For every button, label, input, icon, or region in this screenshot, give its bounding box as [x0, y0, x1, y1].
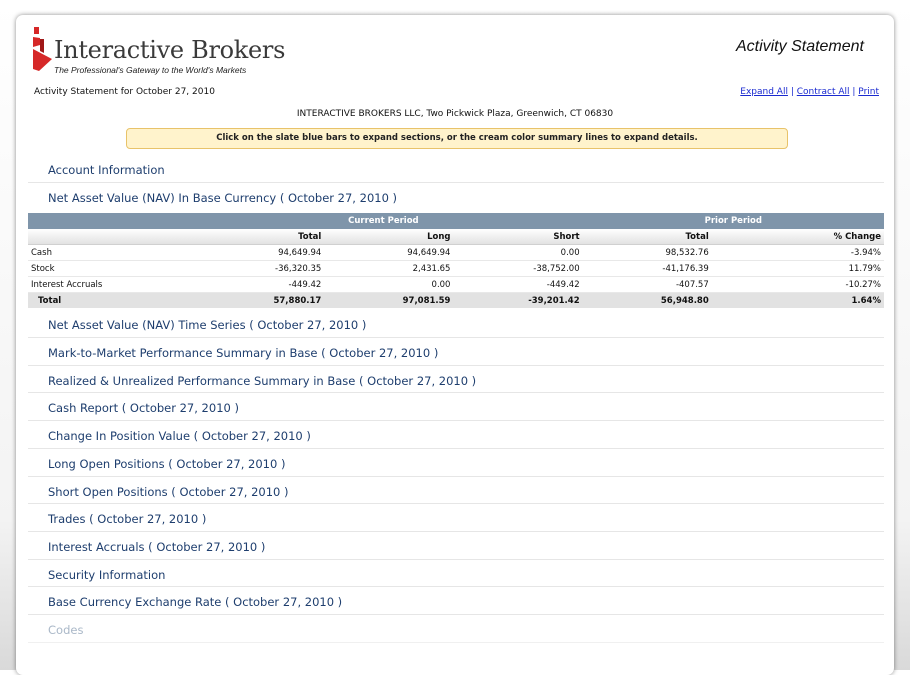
section-change-position-value[interactable]: Change In Position Value ( October 27, 2010 ) — [28, 421, 884, 449]
cell-prior-total: -407.57 — [583, 277, 712, 293]
section-codes[interactable]: Codes — [28, 615, 884, 643]
cell-total: 94,649.94 — [184, 245, 324, 261]
section-short-open-positions[interactable]: Short Open Positions ( October 27, 2010 ) — [28, 477, 884, 505]
cell-short: 0.00 — [453, 245, 582, 261]
section-interest-accruals[interactable]: Interest Accruals ( October 27, 2010 ) — [28, 532, 884, 560]
broker-address: INTERACTIVE BROKERS LLC, Two Pickwick Plaza, Greenwich, CT 06830 — [296, 109, 614, 119]
row-label: Interest Accruals — [28, 277, 184, 293]
cell-change: -3.94% — [712, 245, 884, 261]
column-header-prior-total: Total — [583, 229, 712, 245]
table-group-header-row — [28, 213, 884, 229]
column-header-label — [28, 229, 184, 245]
cell-short: -38,752.00 — [453, 261, 582, 277]
ib-logo-icon — [30, 25, 56, 73]
section-exchange-rate[interactable]: Base Currency Exchange Rate ( October 27, 2010 ) — [28, 587, 884, 615]
section-security-information[interactable]: Security Information — [28, 560, 884, 588]
cell-long: 97,081.59 — [324, 293, 453, 309]
section-trades[interactable]: Trades ( October 27, 2010 ) — [28, 504, 884, 532]
cell-prior-total: 56,948.80 — [583, 293, 712, 309]
table-total-row[interactable] — [28, 293, 884, 309]
link-separator: | — [790, 87, 794, 97]
column-header-total: Total — [184, 229, 324, 245]
table-row[interactable] — [28, 245, 884, 261]
link-separator: | — [852, 87, 856, 97]
cell-prior-total: 98,532.76 — [583, 245, 712, 261]
section-nav-base[interactable]: Net Asset Value (NAV) In Base Currency ( October 27, 2010 ) — [48, 190, 398, 205]
prior-period-header[interactable]: Prior Period — [583, 213, 884, 229]
row-label: Stock — [28, 261, 184, 277]
instructions-notice: Click on the slate blue bars to expand sections, or the cream color summary lines to expand details. — [126, 128, 788, 149]
cell-long: 94,649.94 — [324, 245, 453, 261]
row-label: Cash — [28, 245, 184, 261]
current-period-header[interactable]: Current Period — [184, 213, 582, 229]
table-row[interactable] — [28, 261, 884, 277]
table-row[interactable] — [28, 277, 884, 293]
cell-short: -449.42 — [453, 277, 582, 293]
header-links — [740, 87, 879, 97]
column-header-short: Short — [453, 229, 582, 245]
cell-total: 57,880.17 — [184, 293, 324, 309]
expand-all-link[interactable]: Expand All — [740, 87, 788, 97]
section-nav-time-series[interactable]: Net Asset Value (NAV) Time Series ( October 27, 2010 ) — [28, 310, 884, 338]
print-link[interactable]: Print — [858, 87, 879, 97]
cell-total: -449.42 — [184, 277, 324, 293]
document-title: Activity Statement — [735, 38, 864, 55]
section-long-open-positions[interactable]: Long Open Positions ( October 27, 2010 ) — [28, 449, 884, 477]
table-column-header-row — [28, 229, 884, 245]
cell-change: -10.27% — [712, 277, 884, 293]
cell-short: -39,201.42 — [453, 293, 582, 309]
statement-date: Activity Statement for October 27, 2010 — [34, 87, 215, 97]
cell-long: 0.00 — [324, 277, 453, 293]
nav-table — [28, 213, 884, 308]
cell-long: 2,431.65 — [324, 261, 453, 277]
total-label: Total — [28, 293, 184, 309]
section-realized-unrealized[interactable]: Realized & Unrealized Performance Summary in Base ( October 27, 2010 ) — [28, 366, 884, 394]
cell-change: 11.79% — [712, 261, 884, 277]
group-header-blank — [28, 213, 184, 229]
cell-change: 1.64% — [712, 293, 884, 309]
cell-prior-total: -41,176.39 — [583, 261, 712, 277]
brand-tagline: The Professional's Gateway to the World's Markets — [54, 65, 247, 75]
column-header-change: % Change — [712, 229, 884, 245]
column-header-long: Long — [324, 229, 453, 245]
cell-total: -36,320.35 — [184, 261, 324, 277]
section-account-information[interactable]: Account Information — [28, 155, 884, 183]
contract-all-link[interactable]: Contract All — [796, 87, 850, 97]
section-mtm-performance[interactable]: Mark-to-Market Performance Summary in Base ( October 27, 2010 ) — [28, 338, 884, 366]
section-cash-report[interactable]: Cash Report ( October 27, 2010 ) — [28, 393, 884, 421]
brand-name: Interactive Brokers — [54, 36, 286, 64]
statement-sections — [28, 155, 884, 643]
statement-window — [16, 15, 894, 675]
